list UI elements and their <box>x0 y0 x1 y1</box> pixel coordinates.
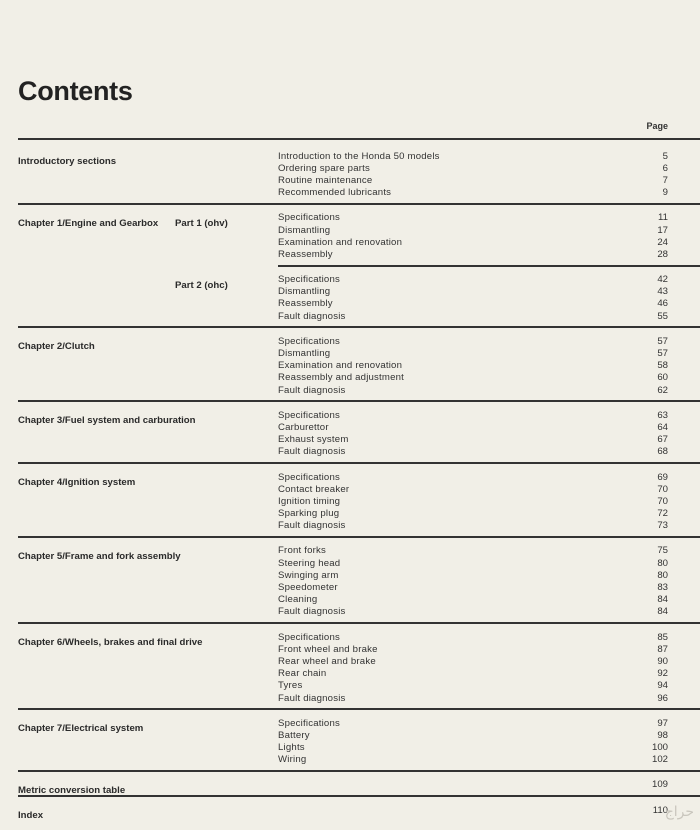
entry-title: Speedometer <box>278 582 338 594</box>
toc-entry[interactable] <box>18 692 668 704</box>
entry-title: Front forks <box>278 545 327 557</box>
toc-entry[interactable] <box>18 248 668 260</box>
toc-entry[interactable] <box>18 298 668 310</box>
toc-entry[interactable] <box>18 606 668 618</box>
entry-page-number: 57 <box>657 335 668 347</box>
chapter-title: Chapter 5/Frame and fork assembly <box>18 550 181 562</box>
entry-title: Steering head <box>278 557 341 569</box>
entry-title: Tyres <box>278 680 303 692</box>
toc-entry[interactable] <box>18 804 668 822</box>
entry-page-number: 42 <box>657 274 668 286</box>
entry-page-number: 60 <box>657 372 668 384</box>
entry-title: Fault diagnosis <box>278 384 346 396</box>
entry-title: Fault diagnosis <box>278 520 346 532</box>
toc-entry[interactable] <box>18 434 668 446</box>
entry-title: Rear chain <box>278 668 327 680</box>
entry-title: Recommended lubricants <box>278 187 392 199</box>
entry-title: Specifications <box>278 717 340 729</box>
entry-page-number: 17 <box>657 224 668 236</box>
toc-entry[interactable] <box>18 174 668 186</box>
toc-entry[interactable] <box>18 594 668 606</box>
entry-title: Sparking plug <box>278 508 340 520</box>
entry-page-number: 110 <box>652 804 668 816</box>
chapter-title: Index <box>18 810 44 822</box>
entry-title: Wiring <box>278 754 307 766</box>
entry-page-number: 85 <box>657 631 668 643</box>
entry-title: Specifications <box>278 212 340 224</box>
entry-title: Reassembly <box>278 248 333 260</box>
entry-title: Ignition timing <box>278 495 341 507</box>
toc-entry[interactable] <box>18 372 668 384</box>
entry-title: Specifications <box>278 631 340 643</box>
section-divider <box>278 265 700 267</box>
entry-page-number: 6 <box>662 162 668 174</box>
section-divider <box>18 400 700 402</box>
toc-entry[interactable] <box>18 495 668 507</box>
chapter-title: Introductory sections <box>18 156 117 168</box>
toc-entry[interactable] <box>18 742 668 754</box>
toc-section <box>18 545 668 618</box>
page-title: Contents <box>18 76 133 106</box>
entry-title: Fault diagnosis <box>278 310 346 322</box>
entry-page-number: 63 <box>657 409 668 421</box>
entry-title: Reassembly and adjustment <box>278 372 405 384</box>
entry-title: Carburettor <box>278 421 329 433</box>
entry-page-number: 84 <box>657 594 668 606</box>
entry-page-number: 90 <box>657 655 668 667</box>
table-of-contents <box>18 150 668 822</box>
entry-page-number: 5 <box>662 150 668 162</box>
entry-page-number: 84 <box>657 606 668 618</box>
entry-page-number: 55 <box>657 310 668 322</box>
toc-entry[interactable] <box>18 668 668 680</box>
toc-section <box>18 409 668 458</box>
section-divider <box>18 203 700 205</box>
entry-page-number: 68 <box>657 446 668 458</box>
entry-page-number: 57 <box>657 348 668 360</box>
entry-title: Specifications <box>278 335 340 347</box>
entry-title: Specifications <box>278 471 340 483</box>
entry-page-number: 43 <box>657 286 668 298</box>
title-rule <box>18 138 700 140</box>
toc-entry[interactable] <box>18 508 668 520</box>
entry-page-number: 80 <box>657 569 668 581</box>
toc-section <box>18 804 668 822</box>
entry-title: Examination and renovation <box>278 236 403 248</box>
entry-title: Contact breaker <box>278 483 350 495</box>
chapter-title: Metric conversion table <box>18 784 126 796</box>
toc-entry[interactable] <box>18 779 668 796</box>
chapter-title: Chapter 1/Engine and Gearbox <box>18 217 159 229</box>
entry-page-number: 92 <box>657 668 668 680</box>
entry-page-number: 67 <box>657 434 668 446</box>
toc-entry[interactable] <box>18 655 668 667</box>
entry-title: Battery <box>278 729 310 741</box>
entry-title: Dismantling <box>278 348 331 360</box>
toc-entry[interactable] <box>18 310 668 322</box>
toc-entry[interactable] <box>18 680 668 692</box>
entry-title: Routine maintenance <box>278 174 373 186</box>
chapter-title: Chapter 7/Electrical system <box>18 723 144 735</box>
toc-entry[interactable] <box>18 286 668 298</box>
chapter-title: Chapter 3/Fuel system and carburation <box>18 415 196 427</box>
entry-title: Specifications <box>278 409 340 421</box>
entry-title: Fault diagnosis <box>278 606 346 618</box>
toc-entry[interactable] <box>18 360 668 372</box>
toc-section <box>18 335 668 396</box>
entry-page-number: 9 <box>662 187 668 199</box>
entry-page-number: 72 <box>657 508 668 520</box>
entry-title: Fault diagnosis <box>278 692 346 704</box>
entry-page-number: 58 <box>657 360 668 372</box>
toc-entry[interactable] <box>18 187 668 199</box>
entry-page-number: 46 <box>657 298 668 310</box>
chapter-title: Chapter 4/Ignition system <box>18 477 136 489</box>
entry-page-number: 11 <box>658 212 668 224</box>
entry-title: Ordering spare parts <box>278 162 370 174</box>
entry-page-number: 64 <box>657 421 668 433</box>
toc-entry[interactable] <box>18 212 668 229</box>
chapter-part: Part 1 (ohv) <box>175 217 228 229</box>
toc-entry[interactable] <box>18 545 668 562</box>
toc-entry[interactable] <box>18 335 668 353</box>
entry-title: Dismantling <box>278 224 331 236</box>
entry-page-number: 28 <box>657 248 668 260</box>
section-divider <box>18 622 700 624</box>
toc-section <box>18 212 668 261</box>
entry-title: Examination and renovation <box>278 360 403 372</box>
entry-title: Fault diagnosis <box>278 446 346 458</box>
toc-entry[interactable] <box>18 446 668 458</box>
entry-title: Introduction to the Honda 50 models <box>278 150 440 162</box>
section-divider <box>18 462 700 464</box>
toc-entry[interactable] <box>18 754 668 766</box>
toc-entry[interactable] <box>18 569 668 581</box>
toc-section <box>18 274 668 323</box>
chapter-title: Chapter 2/Clutch <box>18 341 95 353</box>
entry-title: Cleaning <box>278 594 318 606</box>
entry-title: Specifications <box>278 274 340 286</box>
entry-page-number: 109 <box>651 779 668 791</box>
toc-entry[interactable] <box>18 236 668 248</box>
entry-page-number: 75 <box>657 545 668 557</box>
toc-entry[interactable] <box>18 520 668 532</box>
chapter-title: Chapter 6/Wheels, brakes and final drive <box>18 637 203 649</box>
toc-entry[interactable] <box>18 347 668 359</box>
section-divider <box>18 708 700 710</box>
watermark-logo: حراج <box>664 804 694 820</box>
entry-title: Front wheel and brake <box>278 643 378 655</box>
toc-section <box>18 471 668 532</box>
toc-section <box>18 150 668 199</box>
entry-title: Dismantling <box>278 286 331 298</box>
entry-page-number: 7 <box>662 174 668 186</box>
chapter-part: Part 2 (ohc) <box>175 279 228 291</box>
entry-page-number: 96 <box>657 692 668 704</box>
page-column-header: Page <box>646 121 668 131</box>
section-divider <box>18 536 700 538</box>
entry-page-number: 87 <box>657 643 668 655</box>
entry-page-number: 97 <box>657 717 668 729</box>
entry-page-number: 100 <box>651 742 668 754</box>
section-divider <box>18 326 700 328</box>
entry-page-number: 70 <box>657 483 668 495</box>
entry-title: Swinging arm <box>278 569 339 581</box>
toc-section <box>18 631 668 704</box>
entry-page-number: 24 <box>657 236 668 248</box>
toc-section <box>18 717 668 766</box>
entry-page-number: 73 <box>657 520 668 532</box>
entry-title: Rear wheel and brake <box>278 655 376 667</box>
entry-page-number: 98 <box>657 729 668 741</box>
entry-page-number: 94 <box>657 680 668 692</box>
entry-title: Lights <box>278 742 305 754</box>
entry-page-number: 83 <box>657 582 668 594</box>
entry-page-number: 62 <box>657 384 668 396</box>
entry-page-number: 70 <box>657 495 668 507</box>
entry-title: Exhaust system <box>278 434 349 446</box>
toc-entry[interactable] <box>18 581 668 593</box>
entry-page-number: 102 <box>651 754 668 766</box>
toc-entry[interactable] <box>18 274 668 291</box>
entry-title: Reassembly <box>278 298 333 310</box>
entry-page-number: 80 <box>657 557 668 569</box>
section-divider <box>18 770 700 772</box>
toc-section <box>18 779 668 796</box>
toc-entry[interactable] <box>18 384 668 396</box>
entry-page-number: 69 <box>657 471 668 483</box>
